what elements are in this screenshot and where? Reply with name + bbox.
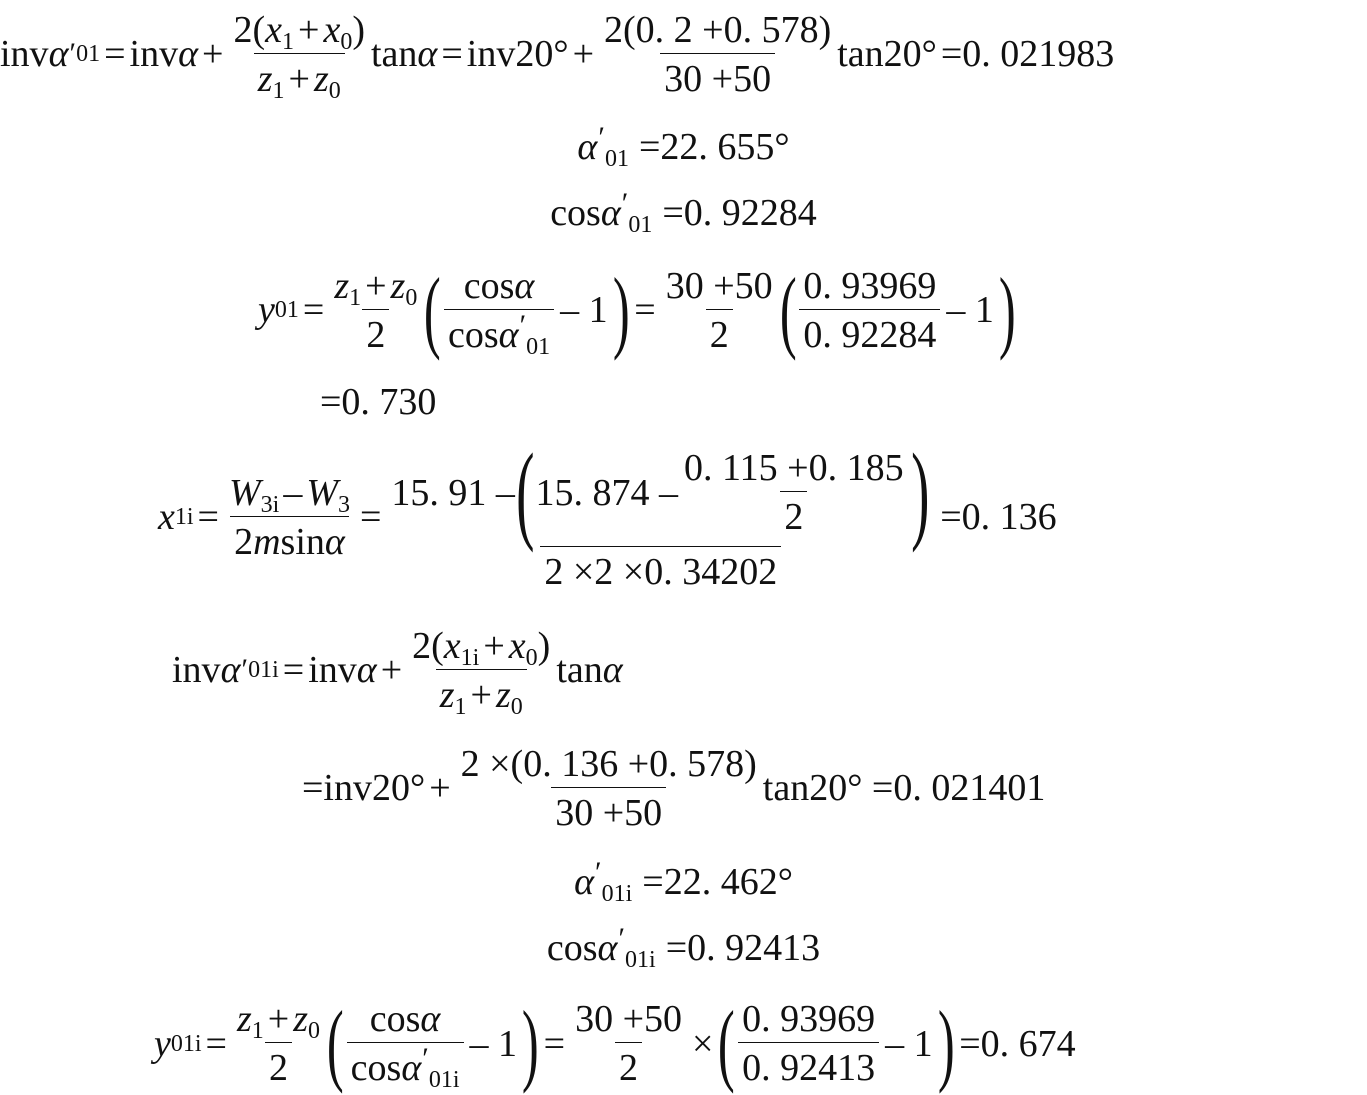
fraction-denominator: 0. 92284 [799, 309, 940, 354]
subscript: 1 [454, 693, 467, 720]
fraction-denominator: 30 +50 [551, 787, 666, 832]
right-paren: ) [998, 258, 1016, 361]
prime-mark: ′ [519, 308, 527, 342]
inv20-term: inv20° [466, 33, 569, 75]
minus-sign: – [283, 471, 303, 514]
fraction-numerator: 0. 115 +0. 185 [684, 447, 904, 489]
plus-sign: + [365, 264, 387, 307]
fraction [408, 624, 554, 720]
fraction [233, 1000, 324, 1087]
times-sign: × [692, 1022, 714, 1065]
fraction [225, 471, 354, 563]
tan-term: tanα [370, 33, 438, 75]
fraction-denominator: 30 +50 [660, 53, 775, 98]
fraction-numerator: 2(0. 2 +0. 578) [604, 8, 832, 51]
cos-label: cos [546, 927, 598, 969]
fraction-denominator: 2 [615, 1042, 642, 1087]
fraction-denominator: 2 [706, 309, 733, 354]
fraction-numerator [330, 264, 421, 311]
subscript: 01 [628, 212, 653, 238]
cos-label: cos [369, 998, 421, 1040]
equation-10 [0, 924, 1367, 972]
subscript: 01i [625, 947, 656, 973]
cos-label: cos [447, 313, 499, 356]
subscript: 01i [601, 881, 633, 907]
fraction-numerator: 30 +50 [575, 998, 683, 1040]
fraction-numerator: 2 ×(0. 136 +0. 578) [460, 742, 757, 785]
fraction-numerator: 0. 93969 [742, 998, 876, 1040]
fraction [229, 8, 369, 104]
fraction-denominator [436, 669, 527, 720]
prime-mark: ′ [595, 856, 602, 889]
equation-1: inv α ′ 01 = inv α + $\frac{2(x_1 + x_0)}{z_1 + z_0}$ tanα = inv20° + $\frac{2(0. 2 +0. 578)}{30 +50}$ tan20° =0. 021983 [0, 8, 1115, 104]
equation-9 [0, 858, 1367, 906]
fraction-denominator [347, 1042, 464, 1093]
alpha-symbol: α [498, 313, 519, 356]
var-y: y [154, 1022, 171, 1065]
plus-sign: + [380, 649, 403, 691]
inv-label: inv [0, 33, 49, 75]
fraction [662, 264, 777, 356]
var-w: W [306, 471, 338, 514]
text: ) [537, 624, 551, 667]
var-w: W [228, 471, 261, 514]
lhs [550, 187, 653, 238]
big-fraction [387, 431, 934, 593]
plus-sign: + [267, 998, 290, 1040]
fraction-numerator [225, 471, 354, 518]
fraction-numerator [408, 624, 554, 671]
plus-sign: + [202, 33, 224, 75]
result-value: =0. 021983 [940, 33, 1115, 75]
result-value: tan20° =0. 021401 [762, 767, 1046, 809]
fraction [799, 264, 940, 356]
fraction-denominator [254, 53, 345, 104]
text: 2( [233, 8, 266, 51]
alpha-symbol: α [597, 927, 618, 969]
fraction [330, 264, 421, 356]
alpha-symbol: α [577, 126, 598, 168]
fraction-numerator [366, 1000, 445, 1042]
cos-label: cos [550, 192, 601, 234]
fraction [457, 742, 761, 834]
fraction-numerator [387, 431, 934, 553]
lhs [577, 121, 629, 172]
prime-mark: ′ [422, 1042, 429, 1075]
fraction-denominator: 0. 92413 [738, 1042, 879, 1087]
tan-term: tanα [556, 649, 623, 691]
equation-8 [302, 738, 1045, 838]
equals-sign: = [359, 496, 382, 538]
fraction-numerator: 30 +50 [665, 264, 773, 307]
fraction [444, 264, 554, 360]
var-z: z [257, 57, 273, 100]
inv20-term: =inv20° [302, 767, 426, 809]
equation-5 [320, 380, 436, 424]
equals-sign: = [441, 33, 463, 75]
minus-one: – 1 [469, 1022, 517, 1065]
result-value: =0. 674 [959, 1022, 1076, 1065]
var-z: z [334, 264, 350, 307]
var-x: x [323, 8, 341, 51]
fraction-denominator: 2 [780, 491, 807, 536]
result-value: =22. 655° [638, 126, 790, 168]
plus-sign: + [288, 57, 310, 100]
result-value: =0. 92284 [662, 192, 817, 234]
result-value: =0. 136 [940, 496, 1057, 538]
plus-sign: + [298, 8, 320, 51]
text: ) [352, 8, 365, 51]
var-x: x [265, 8, 282, 51]
equals-sign: = [205, 1022, 227, 1065]
text: 15. 91 – [391, 471, 515, 514]
tan20-term: tan20° [837, 33, 937, 75]
fraction-denominator: 2 [265, 1042, 292, 1087]
alpha-symbol: α [48, 33, 69, 75]
left-paren: ( [718, 992, 736, 1095]
right-paren: ) [937, 992, 955, 1095]
var-z: z [293, 998, 309, 1040]
prime-mark: ′ [598, 121, 605, 154]
var-z: z [313, 57, 329, 100]
fraction [738, 1000, 879, 1087]
minus-one: – 1 [885, 1022, 933, 1065]
alpha-symbol: α [600, 192, 621, 234]
fraction [680, 449, 908, 536]
sin-label: sin [280, 520, 325, 563]
result-value: =0. 730 [320, 381, 437, 423]
alpha-symbol: α [401, 1047, 422, 1089]
subscript: 0 [328, 77, 341, 104]
subscript: 1i [460, 644, 480, 671]
subscript: 0 [525, 644, 538, 671]
subscript: 1 [251, 1018, 264, 1044]
subscript: 1 [349, 284, 362, 311]
fraction-numerator [229, 8, 369, 55]
equals-sign: = [302, 289, 325, 331]
subscript: 01 [604, 146, 629, 172]
var-x: x [508, 624, 526, 667]
alpha-symbol: α [356, 649, 377, 691]
plus-sign: + [470, 673, 492, 716]
subscript: 1 [282, 28, 294, 55]
var-m: m [253, 520, 281, 563]
lhs [546, 922, 656, 973]
minus-one: – 1 [560, 289, 608, 331]
var-z: z [439, 673, 455, 716]
equals-sign: = [104, 33, 126, 75]
right-paren: ) [612, 258, 630, 361]
var-z: z [236, 998, 252, 1040]
equals-sign: = [543, 1022, 566, 1065]
left-paren: ( [516, 431, 535, 553]
fraction-denominator [230, 516, 349, 561]
equals-sign: = [197, 496, 219, 538]
result-value: =22. 462° [642, 861, 793, 903]
minus-one: – 1 [946, 289, 994, 331]
equation-11: y 01i = $\frac{z_1 + z_0}{2}$ ( $\frac{\cos\alpha}{\cos\alpha'_{01i}}$ – 1 ) = $\frac{30 +50}{2}$ × ( $\frac{0. 93969}{0. 92413}$ – 1 ) =0. 674 [154, 992, 1076, 1095]
equals-sign: = [634, 289, 656, 331]
plus-sign: + [483, 624, 505, 667]
alpha-symbol: α [220, 649, 241, 691]
fraction-numerator [460, 264, 539, 309]
right-paren: ) [521, 992, 539, 1095]
subscript: 01i [428, 1067, 460, 1093]
cos-label: cos [463, 264, 515, 307]
subscript: 0 [510, 693, 523, 720]
prime-mark: ′ [618, 922, 626, 955]
alpha-symbol: α [324, 520, 345, 563]
subscript: 0 [340, 28, 353, 55]
var-x: x [158, 496, 175, 538]
subscript: 3 [337, 491, 350, 518]
prime-mark: ′ [621, 187, 629, 220]
var-y: y [258, 289, 275, 331]
alpha-symbol: α [420, 998, 441, 1040]
fraction [347, 998, 464, 1093]
equation-3 [0, 188, 1367, 238]
text: 2( [412, 624, 444, 667]
plus-sign: + [429, 767, 451, 809]
inv-label: inv [172, 649, 221, 691]
subscript: 0 [308, 1018, 321, 1044]
fraction-denominator: 2 ×2 ×0. 34202 [540, 546, 781, 591]
text: 2 [234, 520, 254, 563]
equation-2 [0, 122, 1367, 172]
result-value: =0. 92413 [665, 927, 821, 969]
fraction-numerator [233, 1000, 324, 1042]
alpha-symbol: α [514, 264, 535, 307]
subscript: 01 [526, 333, 551, 360]
left-paren: ( [326, 992, 344, 1095]
fraction-denominator: 2 [362, 309, 389, 354]
subscript: 1 [272, 77, 285, 104]
fraction [600, 8, 835, 100]
equation-7: inv α ′ 01i = inv α + $\frac{2(x_{1i} + x_0)}{z_1 + z_0}$ tanα [172, 624, 623, 720]
subscript: 0 [405, 284, 418, 311]
alpha-symbol: α [178, 33, 199, 75]
left-paren: ( [779, 258, 797, 361]
inv-label: inv [308, 649, 357, 691]
right-paren: ) [910, 431, 930, 553]
plus-sign: + [572, 33, 594, 75]
equation-6: x 1i = $\frac{W_{3i} - W_3}{2msin\alpha}$ = 15. 91 – ( 15. 874 – $\frac{0. 115 +0. 185}{2}$ ) 2 ×2 ×0. 34202 =0. 136 [158, 431, 1057, 593]
left-paren: ( [424, 258, 442, 361]
subscript: 3i [260, 491, 280, 518]
cos-label: cos [350, 1047, 402, 1089]
lhs [574, 856, 633, 907]
var-z: z [495, 673, 511, 716]
equals-sign: = [282, 649, 305, 691]
alpha-symbol: α [574, 861, 595, 903]
fraction [571, 1000, 686, 1087]
alpha-symbol: α [417, 33, 438, 75]
text: 15. 874 – [535, 471, 679, 514]
alpha-symbol: α [602, 649, 623, 691]
fraction-denominator [444, 308, 554, 360]
var-x: x [443, 624, 461, 667]
var-z: z [390, 264, 406, 307]
inv-label: inv [129, 33, 179, 75]
fraction-numerator: 0. 93969 [803, 264, 937, 307]
equation-4: y 01 = $\frac{z_1 + z_0}{2}$ ( $\frac{\cos\alpha}{\cos\alpha'_{01}}$ – 1 ) = $\frac{30 +50}{2}$ ( $\frac{0. 93969}{0. 92284}$ – 1 ) [258, 258, 1016, 361]
